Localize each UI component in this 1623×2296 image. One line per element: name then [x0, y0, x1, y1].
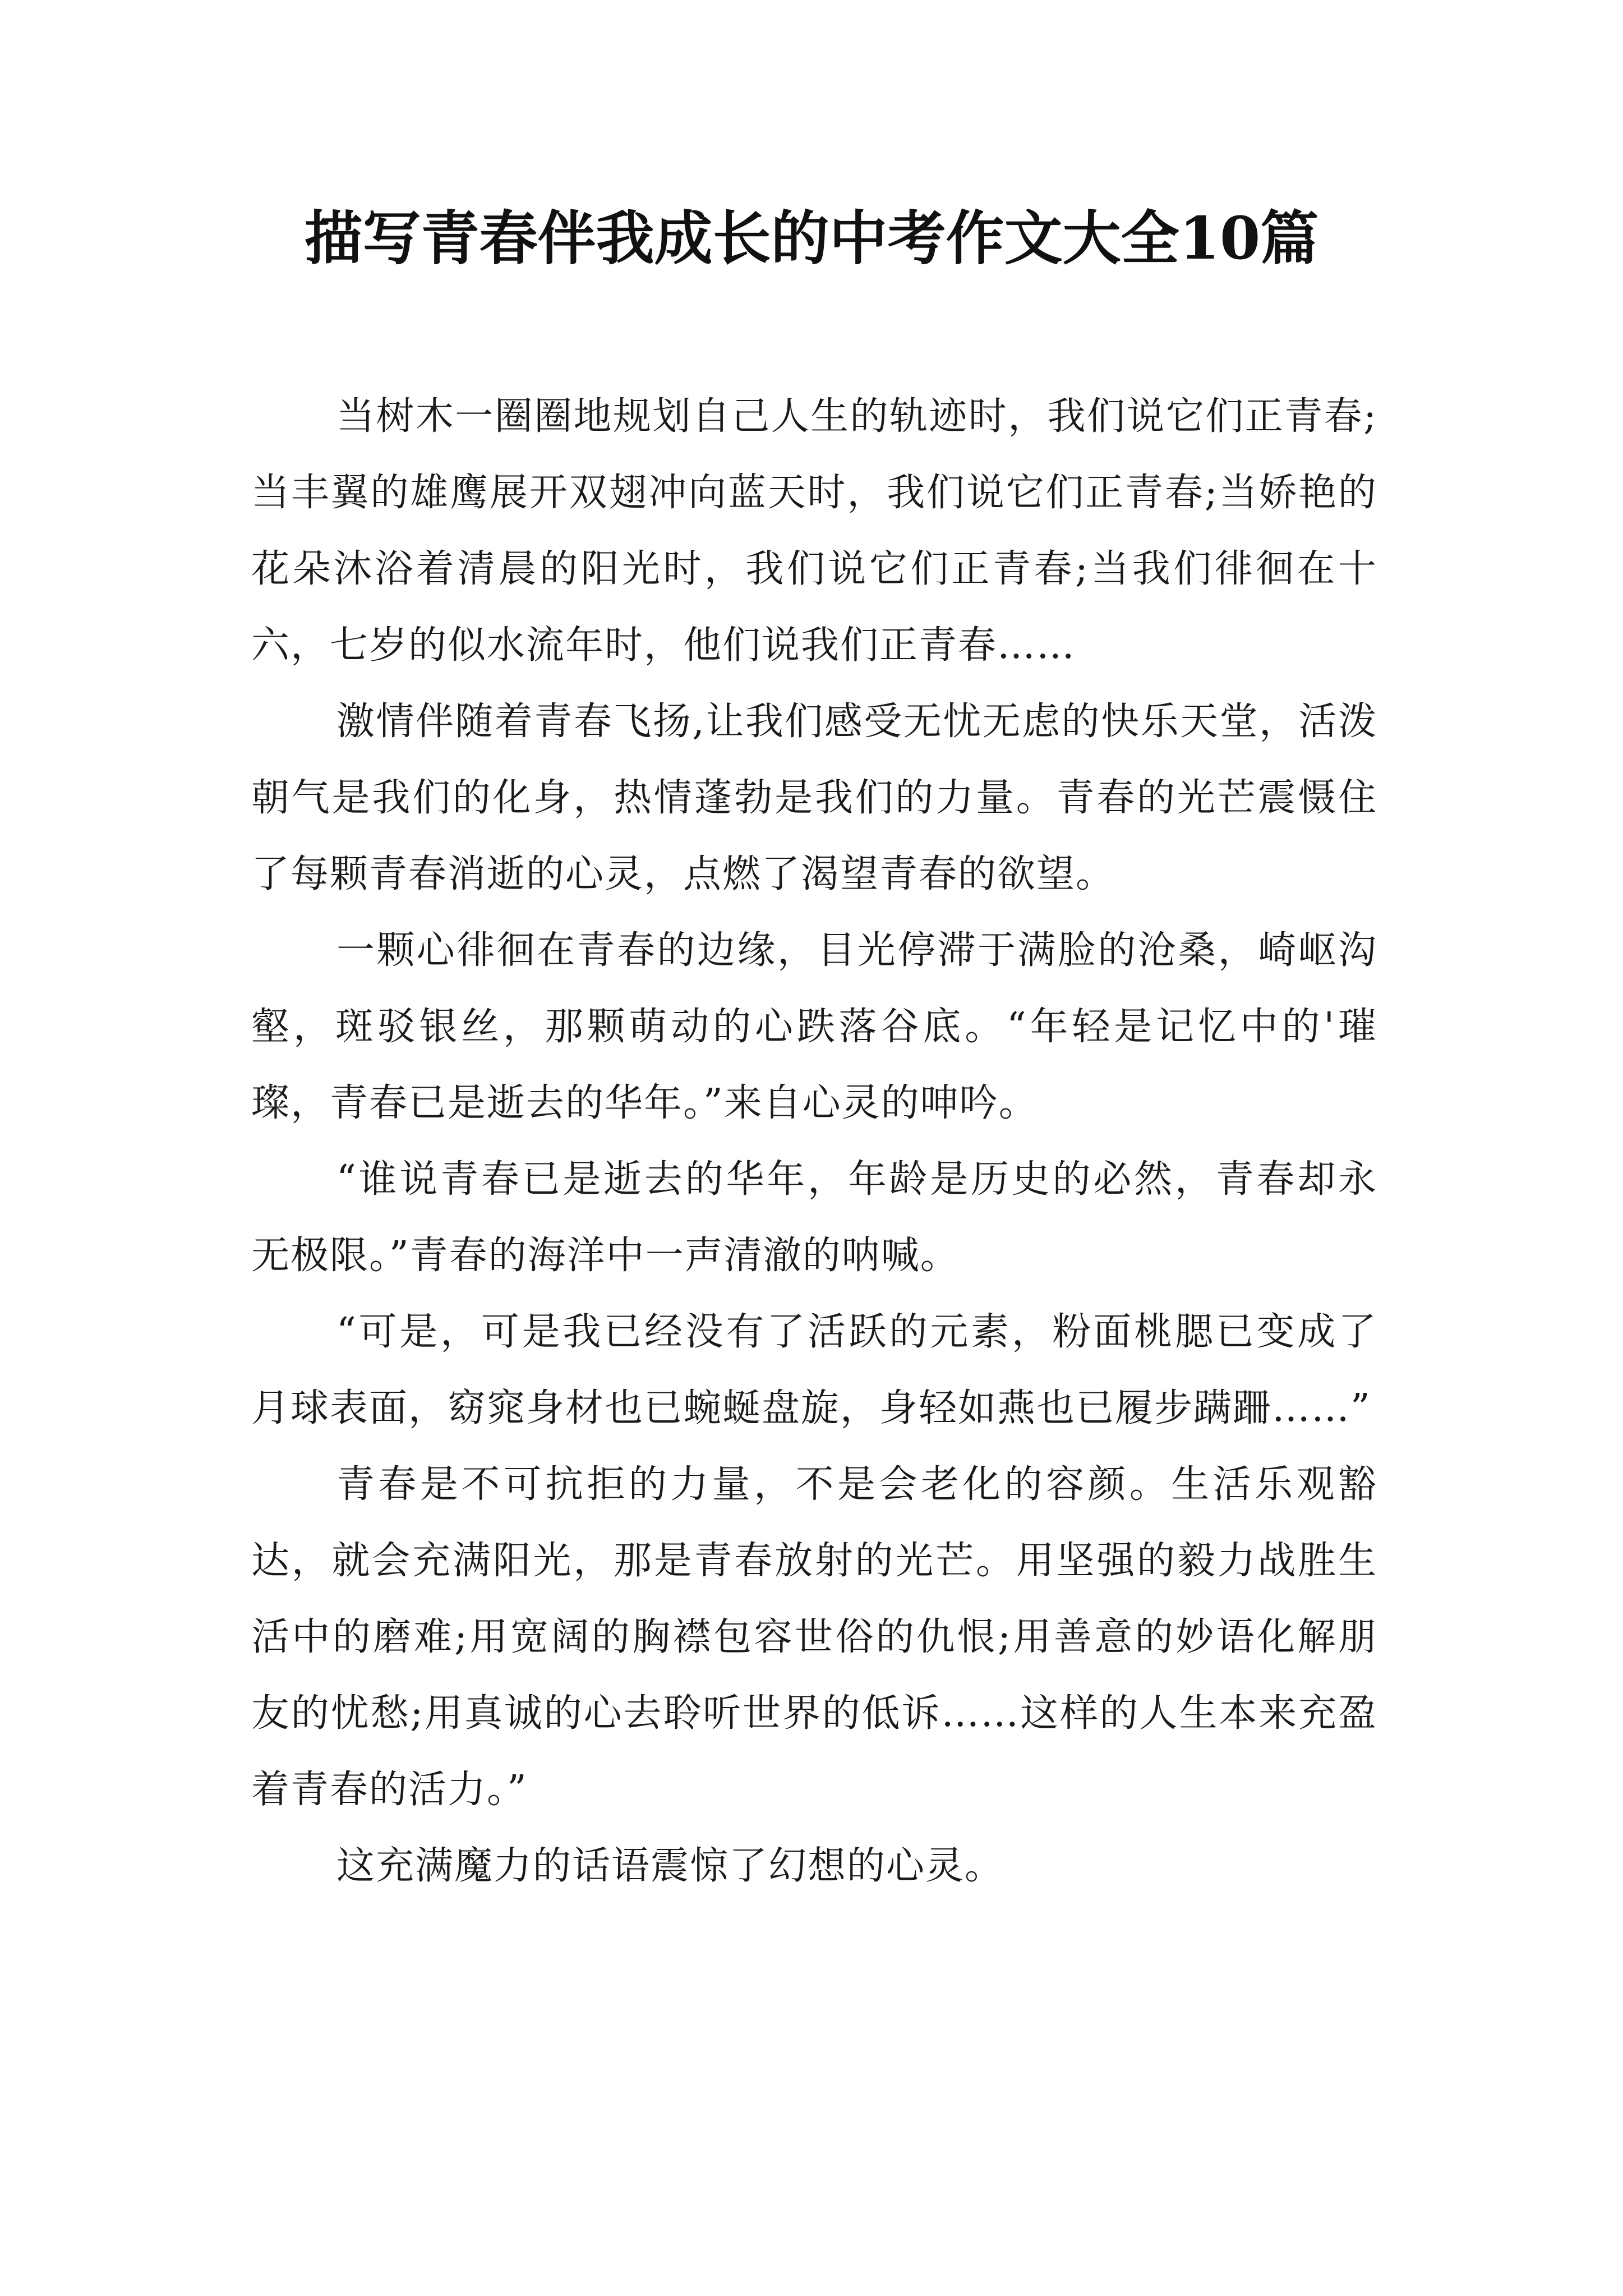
paragraph-3: 一颗心徘徊在青春的边缘，目光停滞于满脸的沧桑，崎岖沟壑，斑驳银丝，那颗萌动的心跌落谷底。“年轻是记忆中的'璀璨，青春已是逝去的华年。”来自心灵的呻吟。 — [251, 928, 1377, 1125]
paragraph-1: 当树木一圈圈地规划自己人生的轨迹时，我们说它们正青春;当丰翼的雄鹰展开双翅冲向蓝天时，我们说它们正青春;当娇艳的花朵沐浴着清晨的阳光时，我们说它们正青春;当我们徘徊在十六，七岁的似水流年时，他们说我们正青春…… — [251, 394, 1377, 668]
paragraph-4: “谁说青春已是逝去的华年，年龄是历史的必然，青春却永无极限。”青春的海洋中一声清澈的呐喊。 — [251, 1157, 1377, 1278]
paragraph-7: 这充满魔力的话语震惊了幻想的心灵。 — [336, 1844, 1004, 1888]
paragraph-2: 激情伴随着青春飞扬,让我们感受无忧无虑的快乐天堂，活泼朝气是我们的化身，热情蓬勃是我们的力量。青春的光芒震慑住了每颗青春消逝的心灵，点燃了渴望青春的欲望。 — [251, 700, 1377, 896]
paragraph-5: “可是，可是我已经没有了活跃的元素，粉面桃腮已变成了月球表面，窈窕身材也已蜿蜒盘旋，身轻如燕也已履步蹒跚……” — [251, 1310, 1377, 1430]
document-body — [251, 379, 1377, 1904]
document-title: 描写青春伴我成长的中考作文大全10篇 — [304, 204, 1319, 273]
paragraph-6: 青春是不可抗拒的力量，不是会老化的容颜。生活乐观豁达，就会充满阳光，那是青春放射的光芒。用坚强的毅力战胜生活中的磨难;用宽阔的胸襟包容世俗的仇恨;用善意的妙语化解朋友的忧愁;用真诚的心去聆听世界的低诉……这样的人生本来充盈着青春的活力。” — [251, 1462, 1377, 1812]
